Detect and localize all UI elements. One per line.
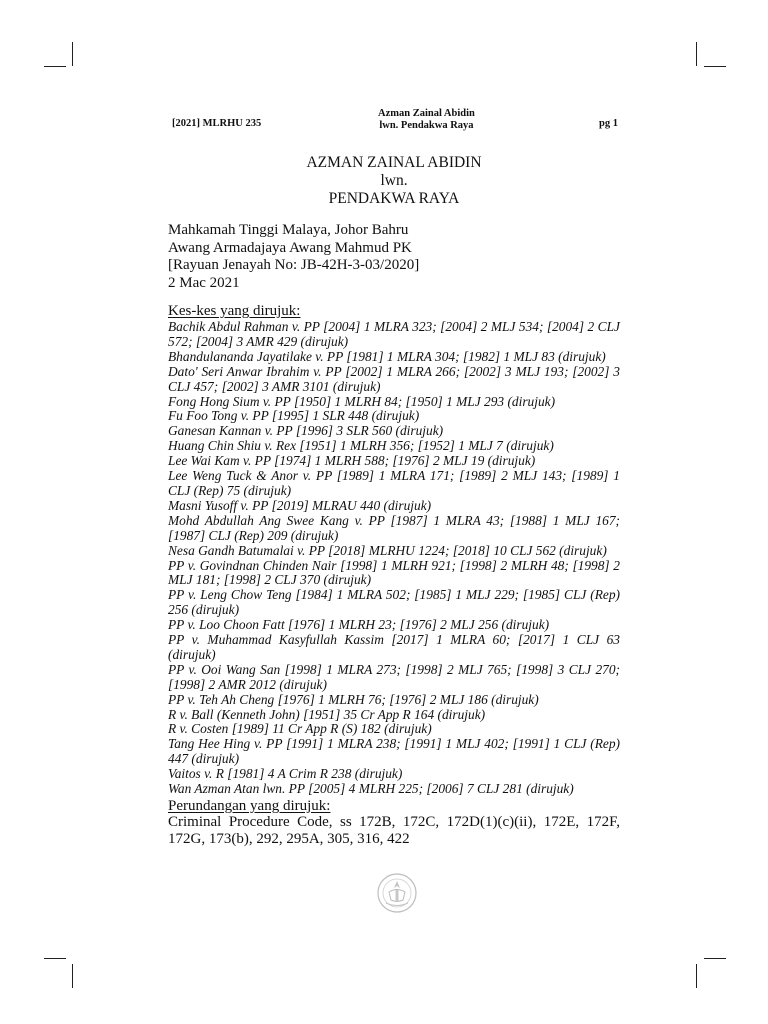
case-item: R v. Costen [1989] 11 Cr App R (S) 182 (dirujuk) [168, 721, 432, 737]
header-page-number: pg 1 [599, 118, 618, 129]
case-number: [Rayuan Jenayah No: JB-42H-3-03/2020] [168, 257, 420, 273]
judgment-date: 2 Mac 2021 [168, 274, 240, 291]
crop-mark [72, 964, 73, 988]
legislation-heading: Perundangan yang dirujuk: [168, 798, 331, 814]
case-item: Tang Hee Hing v. PP [1991] 1 MLRA 238; [1991] 1 MLJ 402; [1991] 1 CLJ (Rep) 447 (dirujuk) [168, 736, 620, 767]
header-parties-line1: Azman Zainal Abidin [378, 108, 475, 119]
header-parties-line2: lwn. Pendakwa Raya [379, 120, 474, 131]
case-item: PP v. Teh Ah Cheng [1976] 1 MLRH 76; [1976] 2 MLJ 186 (dirujuk) [168, 691, 539, 707]
crop-mark [696, 964, 697, 988]
judge-name: Awang Armadajaya Awang Mahmud PK [168, 239, 412, 256]
case-title [168, 154, 620, 208]
case-item: R v. Ball (Kenneth John) [1951] 35 Cr App R 164 (dirujuk) [168, 706, 486, 722]
title-appellant: AZMAN ZAINAL ABIDIN [306, 154, 482, 171]
title-versus: lwn. [380, 172, 408, 189]
legislation-text: Criminal Procedure Code, ss 172B, 172C, 172D(1)(c)(ii), 172E, 172F, 172G, 173(b), 292, 295A, 305, 316, 422 [168, 814, 620, 847]
case-item: Lee Wai Kam v. PP [1974] 1 MLRH 588; [1976] 2 MLJ 19 (dirujuk) [168, 453, 536, 469]
case-item: Fong Hong Sium v. PP [1950] 1 MLRH 84; [1950] 1 MLJ 293 (dirujuk) [168, 393, 556, 409]
cases-heading: Kes-kes yang dirujuk: [168, 303, 301, 319]
crop-mark [44, 66, 66, 67]
crop-mark [704, 66, 726, 67]
title-respondent: PENDAKWA RAYA [328, 190, 460, 207]
case-item: Huang Chin Shiu v. Rex [1951] 1 MLRH 356; [1952] 1 MLJ 7 (dirujuk) [168, 438, 554, 454]
case-item: Lee Weng Tuck & Anor v. PP [1989] 1 MLRA 171; [1989] 2 MLJ 143; [1989] 1 CLJ (Rep) 75 (dirujuk) [168, 468, 620, 498]
header-parties [378, 108, 475, 132]
crop-mark [72, 42, 73, 66]
cases-list [168, 320, 620, 797]
case-item: Bachik Abdul Rahman v. PP [2004] 1 MLRA 323; [2004] 2 MLJ 534; [2004] 2 CLJ 572; [2004] 3 AMR 429 (dirujuk) [168, 319, 620, 349]
case-item: Dato' Seri Anwar Ibrahim v. PP [2002] 1 MLRA 266; [2002] 3 MLJ 193; [2002] 3 CLJ 457; [2002] 3 AMR 3101 (dirujuk) [168, 363, 620, 394]
crop-mark [44, 958, 66, 959]
case-item: Mohd Abdullah Ang Swee Kang v. PP [1987] 1 MLRA 43; [1988] 1 MLJ 167; [1987] CLJ (Rep) 209 (dirujuk) [168, 512, 620, 543]
case-item: PP v. Muhammad Kasyfullah Kassim [2017] 1 MLRA 60; [2017] 1 CLJ 63 (dirujuk) [168, 632, 620, 662]
case-item: Nesa Gandh Batumalai v. PP [2018] MLRHU 1224; [2018] 10 CLJ 562 (dirujuk) [168, 542, 607, 558]
crop-mark [704, 958, 726, 959]
crop-mark [696, 42, 697, 66]
case-item: PP v. Ooi Wang San [1998] 1 MLRA 273; [1998] 2 MLJ 765; [1998] 3 CLJ 270; [1998] 2 AMR 2012 (dirujuk) [168, 661, 620, 692]
case-item: PP v. Leng Chow Teng [1984] 1 MLRA 502; [1985] 1 MLJ 229; [1985] CLJ (Rep) 256 (dirujuk) [168, 587, 620, 618]
court-name: Mahkamah Tinggi Malaya, Johor Bahru [168, 222, 409, 238]
case-item: Masni Yusoff v. PP [2019] MLRAU 440 (dirujuk) [168, 497, 432, 513]
case-item: PP v. Govindnan Chinden Nair [1998] 1 MLRH 921; [1998] 2 MLRH 48; [1998] 2 MLJ 181; [1998] 2 CLJ 370 (dirujuk) [168, 557, 620, 588]
case-item: Fu Foo Tong v. PP [1995] 1 SLR 448 (dirujuk) [168, 408, 420, 424]
case-item: Wan Azman Atan lwn. PP [2005] 4 MLRH 225; [2006] 7 CLJ 281 (dirujuk) [168, 781, 574, 797]
running-header [168, 104, 620, 134]
case-meta [168, 222, 620, 292]
court-seal-icon [376, 872, 418, 914]
case-item: Ganesan Kannan v. PP [1996] 3 SLR 560 (dirujuk) [168, 423, 444, 439]
case-item: PP v. Loo Choon Fatt [1976] 1 MLRH 23; [1976] 2 MLJ 256 (dirujuk) [168, 617, 550, 633]
case-item: Vaitos v. R [1981] 4 A Crim R 238 (dirujuk) [168, 766, 403, 782]
header-citation: [2021] MLRHU 235 [172, 118, 262, 129]
case-item: Bhandulananda Jayatilake v. PP [1981] 1 MLRA 304; [1982] 1 MLJ 83 (dirujuk) [168, 348, 606, 364]
